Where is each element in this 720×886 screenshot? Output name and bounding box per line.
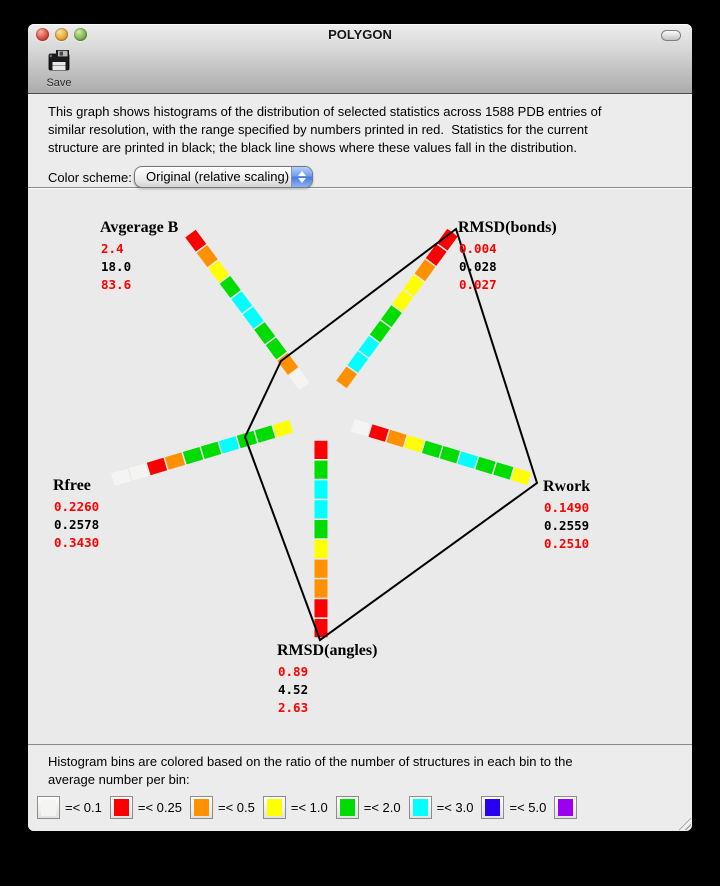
legend-bin-label: =< 3.0	[436, 800, 474, 815]
axis-max-value: 2.63	[278, 700, 309, 715]
axis-current-value: 0.2578	[54, 517, 100, 532]
histogram-bin-segment	[341, 370, 351, 384]
histogram-bin-segment	[213, 264, 224, 278]
window-title: POLYGON	[328, 27, 392, 42]
axis-max-value: 0.2510	[544, 536, 590, 551]
histogram-bin-segment	[203, 448, 220, 453]
axis-label: RMSD(angles)	[277, 642, 378, 659]
legend-bin-swatch	[190, 796, 213, 819]
legend-bin	[110, 796, 182, 819]
legend-bin-swatch	[554, 796, 577, 819]
histogram-bin-segment	[397, 294, 407, 308]
axis-current-value: 0.028	[459, 259, 497, 274]
description-panel	[28, 94, 692, 188]
legend-bin-swatch	[481, 796, 504, 819]
color-scheme-selected-value: Original (relative scaling)	[146, 169, 290, 184]
close-button[interactable]	[36, 28, 49, 41]
legend-bin-label: =< 0.1	[65, 800, 102, 815]
description-line: This graph shows histograms of the distribution of selected statistics across 1588 PDB entries of	[48, 104, 602, 119]
histogram-bin-segment	[460, 458, 476, 463]
legend-bin-label: =< 0.5	[217, 800, 255, 815]
histogram-bin-segment	[371, 431, 387, 436]
axis-current-value: 18.0	[101, 259, 132, 274]
save-button[interactable]	[37, 49, 81, 89]
legend-bin-swatch	[263, 796, 286, 819]
axis-label: Avgerage B	[100, 219, 179, 236]
axis-min-value: 0.1490	[544, 500, 590, 515]
window-chrome	[28, 24, 692, 94]
histogram-bin-segment	[420, 263, 430, 277]
legend-bins	[37, 796, 692, 819]
polygon-plot	[28, 188, 692, 745]
legend-text-line: Histogram bins are colored based on the ratio of the number of structures in each bin to the	[48, 754, 573, 769]
axis-max-value: 0.3430	[54, 535, 100, 550]
legend-text-line: average number per bin:	[48, 772, 190, 787]
histogram-bin-segment	[202, 249, 213, 263]
save-button-label: Save	[46, 77, 72, 89]
axis-min-value: 2.4	[101, 241, 124, 256]
histogram-bin-segment	[275, 426, 292, 431]
histogram-bin-segment	[131, 469, 148, 474]
legend-bin-swatch	[409, 796, 432, 819]
histogram-bin-segment	[167, 459, 184, 464]
legend-bin-label: =< 5.0	[509, 800, 547, 815]
histogram-bin-segment	[375, 324, 385, 338]
axis-current-value: 4.52	[278, 682, 309, 697]
histogram-bin-segment	[190, 234, 201, 248]
histogram-bin-segment	[236, 295, 247, 309]
axis-label: Rwork	[543, 478, 591, 495]
histogram-bin-segment	[221, 442, 238, 447]
legend-bin	[481, 796, 546, 819]
histogram-bin-segment	[353, 355, 363, 369]
minimize-button[interactable]	[55, 28, 68, 41]
color-scheme-label: Color scheme:	[48, 169, 132, 185]
legend-bin-label: =< 2.0	[363, 800, 401, 815]
histogram-bin-segment	[113, 475, 130, 480]
axis-min-value: 0.89	[278, 664, 309, 679]
histogram-bin-segment	[364, 340, 374, 354]
legend-bin	[554, 796, 577, 819]
histogram-bin-segment	[294, 372, 305, 386]
polygon-window	[28, 24, 692, 831]
color-scheme-row	[48, 166, 692, 188]
axis-max-value: 0.027	[459, 277, 497, 292]
legend-bin-swatch	[37, 796, 60, 819]
histogram-bin-segment	[409, 279, 419, 293]
legend-bin	[336, 796, 401, 819]
legend-bin-swatch	[336, 796, 359, 819]
color-scheme-select[interactable]	[134, 166, 313, 188]
histogram-bin-segment	[353, 425, 369, 430]
legend-bin-label: =< 0.25	[137, 800, 182, 815]
histogram-bin-segment	[424, 447, 440, 452]
legend-panel	[28, 745, 692, 831]
histogram-bin-segment	[513, 474, 529, 479]
zoom-button[interactable]	[74, 28, 87, 41]
axis-label: Rfree	[53, 477, 91, 494]
legend-bin-label: =< 1.0	[290, 800, 328, 815]
description-line: similar resolution, with the range specified by numbers printed in red. Statistics for the current	[48, 122, 588, 137]
legend-bin	[263, 796, 328, 819]
popup-arrows-icon	[291, 167, 312, 187]
legend-bin	[409, 796, 474, 819]
histogram-bin-segment	[431, 248, 441, 262]
histogram-bin-segment	[248, 311, 259, 325]
histogram-bin-segment	[388, 436, 404, 441]
histogram-bin-segment	[495, 468, 511, 473]
legend-bin	[37, 796, 102, 819]
histogram-bin-segment	[386, 309, 396, 323]
histogram-bin-segment	[257, 432, 274, 437]
toolbar-toggle-button[interactable]	[661, 30, 681, 41]
title-bar[interactable]	[28, 24, 692, 46]
axis-min-value: 0.2260	[54, 499, 100, 514]
traffic-lights	[36, 28, 87, 41]
axis-max-value: 83.6	[101, 277, 132, 292]
legend-bin-swatch	[110, 796, 133, 819]
histogram-bin-segment	[225, 280, 236, 294]
axis-label: RMSD(bonds)	[458, 219, 557, 236]
axis-current-value: 0.2559	[544, 518, 590, 533]
histogram-bin-segment	[477, 463, 493, 468]
floppy-disk-icon	[46, 49, 72, 76]
description-line: structure are printed in black; the black line shows where these values fall in the distribution.	[48, 140, 577, 155]
axis-min-value: 0.004	[459, 241, 497, 256]
polygon-plot-svg	[28, 188, 692, 743]
histogram-bin-segment	[149, 464, 166, 469]
histogram-bin-segment	[259, 326, 270, 340]
histogram-bin-segment	[271, 341, 282, 355]
histogram-bin-segment	[442, 452, 458, 457]
legend-bin	[190, 796, 255, 819]
histogram-bin-segment	[185, 453, 202, 458]
histogram-bin-segment	[406, 441, 422, 446]
